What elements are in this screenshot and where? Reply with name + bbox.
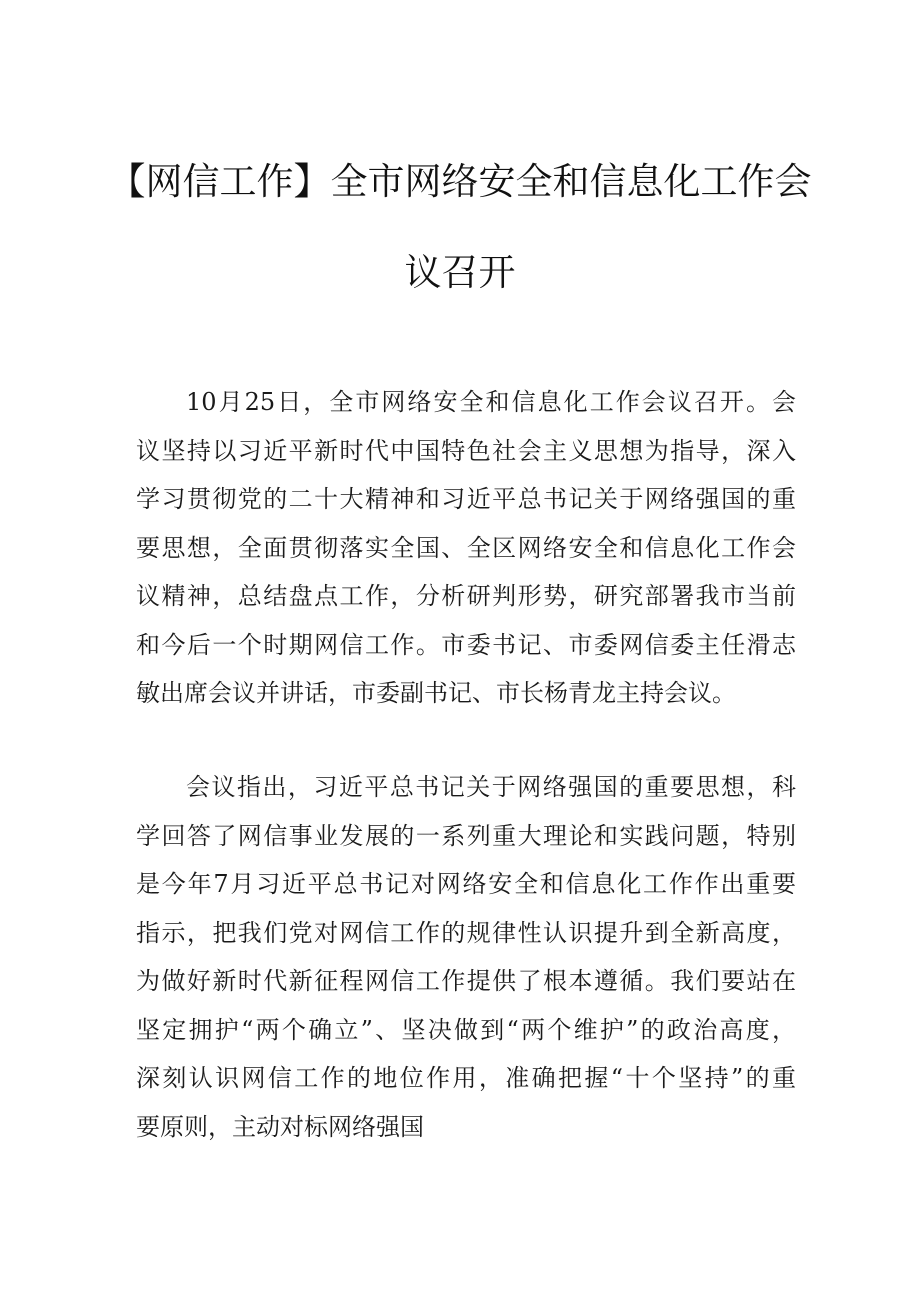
paragraph-1-line-4: 要思想，全面贯彻落实全国、全区网络安全和信息化工作会 bbox=[136, 533, 796, 562]
paragraph-2-line-5: 为做好新时代新征程网信工作提供了根本遵循。我们要站在 bbox=[136, 967, 796, 995]
document-title-line-1: 【网信工作】全市网络安全和信息化工作会 bbox=[108, 160, 812, 203]
paragraph-2-line-1: 会议指出，习近平总书记关于网络强国的重要思想，科 bbox=[186, 773, 796, 801]
paragraph-1-line-7: 敏出席会议并讲话，市委副书记、市长杨青龙主持会议。 bbox=[136, 679, 736, 707]
paragraph-2-line-7: 深刻认识网信工作的地位作用，准确把握“十个坚持”的重 bbox=[136, 1064, 796, 1092]
paragraph-2-line-4: 指示，把我们党对网信工作的规律性认识提升到全新高度， bbox=[136, 918, 796, 947]
paragraph-1-line-2: 议坚持以习近平新时代中国特色社会主义思想为指导，深入 bbox=[136, 436, 796, 465]
paragraph-1 bbox=[136, 378, 796, 718]
document-title-line-2: 议召开 bbox=[404, 251, 516, 294]
paragraph-2-line-3: 是今年7月习近平总书记对网络安全和信息化工作作出重要 bbox=[136, 870, 796, 898]
paragraph-1-line-6: 和今后一个时期网信工作。市委书记、市委网信委主任滑志 bbox=[136, 630, 796, 659]
paragraph-2 bbox=[136, 763, 796, 1151]
paragraph-2-line-6: 坚定拥护“两个确立”、坚决做到“两个维护”的政治高度， bbox=[136, 1015, 796, 1044]
paragraph-2-line-8: 要原则，主动对标网络强国 bbox=[136, 1112, 424, 1141]
paragraph-1-line-3: 学习贯彻党的二十大精神和习近平总书记关于网络强国的重 bbox=[136, 485, 796, 513]
paragraph-1-line-1: 10月25日，全市网络安全和信息化工作会议召开。会 bbox=[186, 388, 796, 416]
paragraph-1-line-5: 议精神，总结盘点工作，分析研判形势，研究部署我市当前 bbox=[136, 582, 796, 610]
paragraph-2-line-2: 学回答了网信事业发展的一系列重大理论和实践问题，特别 bbox=[136, 821, 796, 850]
